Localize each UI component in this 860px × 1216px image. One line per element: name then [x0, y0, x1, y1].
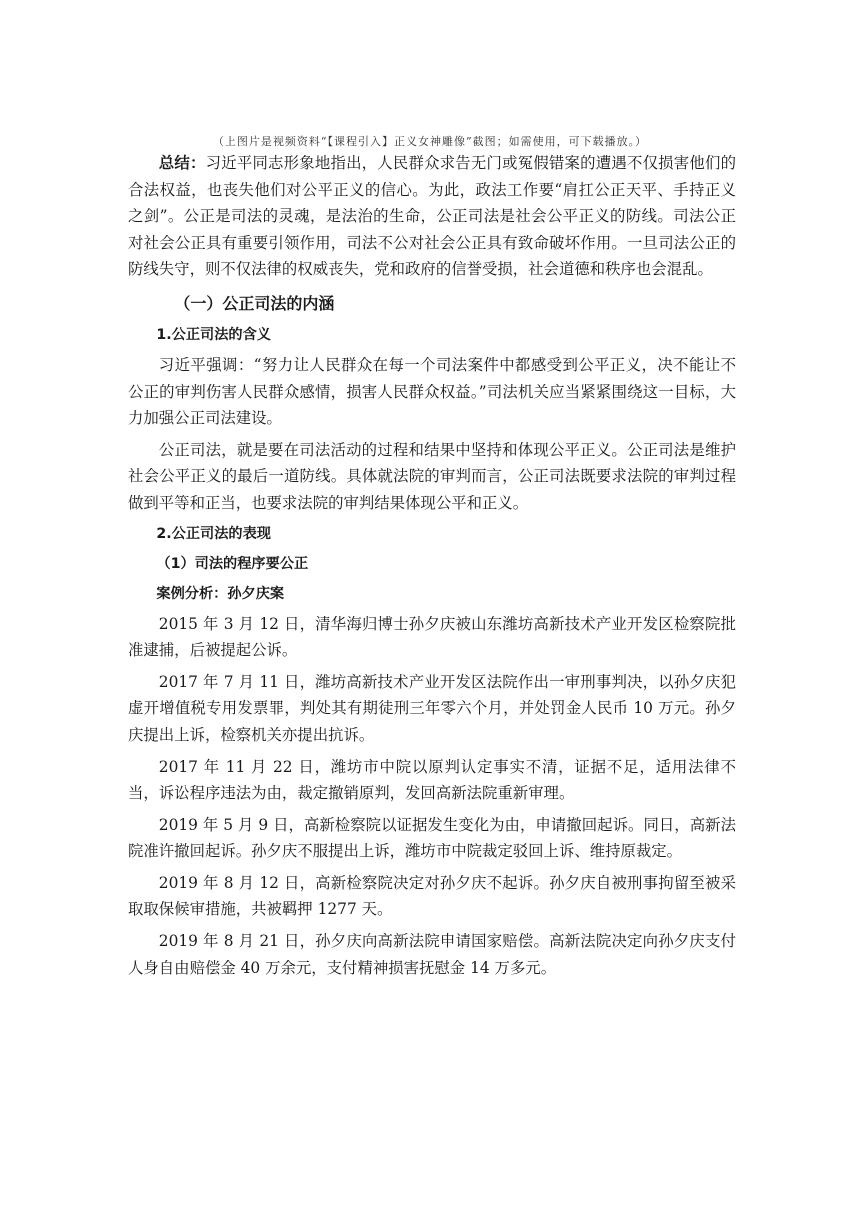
summary-text: 习近平同志形象地指出，人民群众求告无门或冤假错案的遭遇不仅损害他们的合法权益，也丧失他们对公平正义的信心。为此，政法工作要“肩扛公正天平、手持正义之剑”。公正是司法的灵魂，是法治的生命，公正司法是社会公平正义的防线。司法公正对社会公正具有重要引领作用，司法不公对社会公正具有致命破坏作用。一旦司法公正的防线失守，则不仅法律的权威丧失，党和政府的信誉受损，社会道德和秩序也会混乱。 [128, 154, 736, 279]
case-paragraph: 2019 年 8 月 12 日，高新检察院决定对孙夕庆不起诉。孙夕庆自被刑事拘留至被采取取保候审措施，共被羁押 1277 天。 [128, 873, 736, 919]
subsection-1-title: 1.公正司法的含义 [156, 326, 271, 343]
case-title: 案例分析：孙夕庆案 [156, 585, 285, 602]
paragraph: 公正司法，就是要在司法活动的过程和结果中坚持和体现公平正义。公正司法是维护社会公平正义的最后一道防线。具体就法院的审判而言，公正司法既要求法院的审判过程做到平等和正当，也要求法院的审判结果体现公平和正义。 [128, 440, 736, 512]
point-title: （1）司法的程序要公正 [156, 555, 309, 572]
case-paragraph: 2017 年 7 月 11 日，潍坊高新技术产业开发区法院作出一审刑事判决，以孙夕庆犯虚开增值税专用发票罪，判处其有期徒刑三年零六个月，并处罚金人民币 10 万元。孙夕庆提出上诉，检察机关亦提出抗诉。 [128, 672, 736, 744]
case-paragraph: 2015 年 3 月 12 日，清华海归博士孙夕庆被山东潍坊高新技术产业开发区检察院批准逮捕，后被提起公诉。 [128, 614, 736, 660]
summary-label: 总结： [158, 154, 206, 172]
image-caption: （上图片是视频资料“【课程引入】正义女神雕像”截图；如需使用，可下载播放。） [212, 135, 648, 148]
summary-paragraph [128, 150, 736, 283]
section-title: （一）公正司法的内涵 [174, 293, 335, 313]
case-paragraph: 2017 年 11 月 22 日，潍坊市中院以原判认定事实不清，证据不足，适用法律不当，诉讼程序违法为由，裁定撤销原判，发回高新法院重新审理。 [128, 757, 736, 803]
case-paragraph: 2019 年 5 月 9 日，高新检察院以证据发生变化为由，申请撤回起诉。同日，高新法院准许撤回起诉。孙夕庆不服提出上诉，潍坊市中院裁定驳回上诉、维持原裁定。 [128, 815, 736, 861]
document-body [128, 150, 736, 981]
subsection-2-title: 2.公正司法的表现 [156, 525, 271, 542]
case-paragraph: 2019 年 8 月 21 日，孙夕庆向高新法院申请国家赔偿。高新法院决定向孙夕庆支付人身自由赔偿金 40 万余元，支付精神损害抚慰金 14 万多元。 [128, 932, 736, 977]
paragraph: 习近平强调：“努力让人民群众在每一个司法案件中都感受到公平正义，决不能让不公正的审判伤害人民群众感情，损害人民群众权益。”司法机关应当紧紧围绕这一目标，大力加强公正司法建设。 [128, 355, 736, 428]
